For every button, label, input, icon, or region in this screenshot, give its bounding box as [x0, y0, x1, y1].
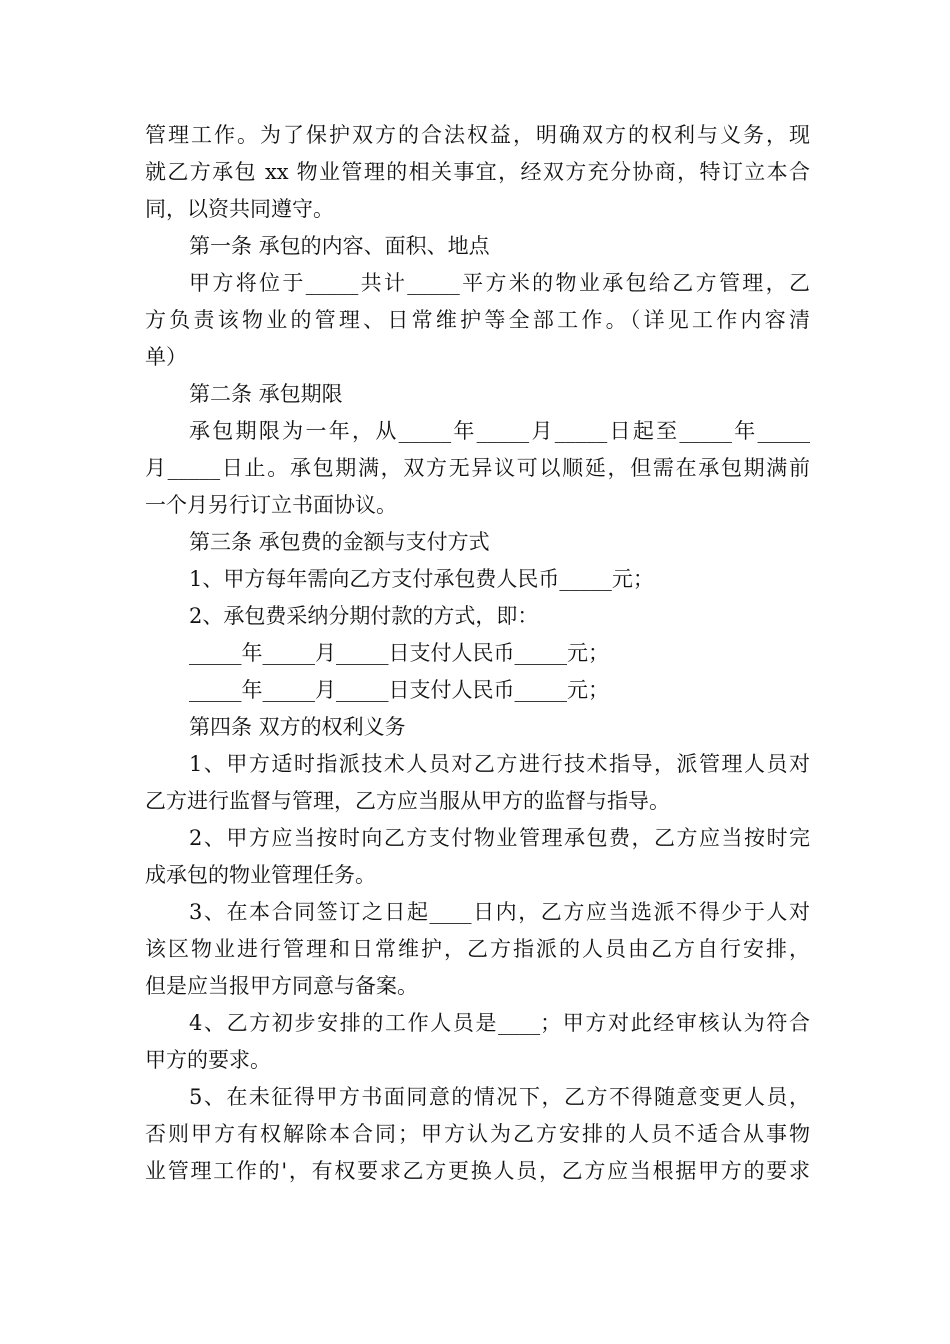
article-heading-1: 第一条 承包的内容、面积、地点: [189, 234, 490, 258]
paragraph-line: 成承包的物业管理任务。: [145, 863, 376, 887]
paragraph-line: 甲方的要求。: [145, 1048, 271, 1072]
paragraph-line: 承包期限为一年，从_____年_____月_____日起至_____年_____: [189, 419, 810, 443]
paragraph-line: 乙方进行监督与管理，乙方应当服从甲方的监督与指导。: [145, 789, 670, 813]
article-heading-3: 第三条 承包费的金额与支付方式: [189, 530, 490, 554]
paragraph-line: 管理工作。为了保护双方的合法权益，明确双方的权利与义务，现: [145, 123, 810, 147]
paragraph-line: 该区物业进行管理和日常维护，乙方指派的人员由乙方自行安排，: [145, 937, 810, 961]
paragraph-line: 一个月另行订立书面协议。: [145, 493, 397, 517]
paragraph-line: 就乙方承包 xx 物业管理的相关事宜，经双方充分协商，特订立本合: [145, 160, 810, 184]
paragraph-line: 但是应当报甲方同意与备案。: [145, 974, 418, 998]
clause-item: 3、在本合同签订之日起____日内，乙方应当选派不得少于人对: [189, 900, 810, 924]
article-heading-4: 第四条 双方的权利义务: [189, 715, 406, 739]
clause-item: 2、承包费采纳分期付款的方式，即：: [189, 604, 539, 628]
clause-item: 5、在未征得甲方书面同意的情况下，乙方不得随意变更人员，: [189, 1085, 810, 1109]
paragraph-line: 同，以资共同遵守。: [145, 197, 334, 221]
paragraph-line: 方负责该物业的管理、日常维护等全部工作。（详见工作内容清: [145, 308, 810, 332]
paragraph-line: 甲方将位于_____共计_____平方米的物业承包给乙方管理，乙: [189, 271, 810, 295]
article-heading-2: 第二条 承包期限: [189, 382, 343, 406]
clause-item: 2、甲方应当按时向乙方支付物业管理承包费，乙方应当按时完: [189, 826, 810, 850]
clause-item: 1、甲方每年需向乙方支付承包费人民币_____元；: [189, 567, 654, 591]
payment-line: _____年_____月_____日支付人民币_____元；: [189, 641, 609, 665]
clause-item: 1、甲方适时指派技术人员对乙方进行技术指导，派管理人员对: [189, 752, 810, 776]
payment-line: _____年_____月_____日支付人民币_____元；: [189, 678, 609, 702]
paragraph-line: 否则甲方有权解除本合同；甲方认为乙方安排的人员不适合从事物: [145, 1122, 810, 1146]
paragraph-line: 月_____日止。承包期满，双方无异议可以顺延，但需在承包期满前: [145, 456, 810, 480]
contract-body: [145, 117, 810, 1190]
paragraph-line: 单）: [145, 345, 187, 369]
paragraph-line: 业管理工作的'，有权要求乙方更换人员，乙方应当根据甲方的要求: [145, 1159, 810, 1183]
clause-item: 4、乙方初步安排的工作人员是____；甲方对此经审核认为符合: [189, 1011, 810, 1035]
